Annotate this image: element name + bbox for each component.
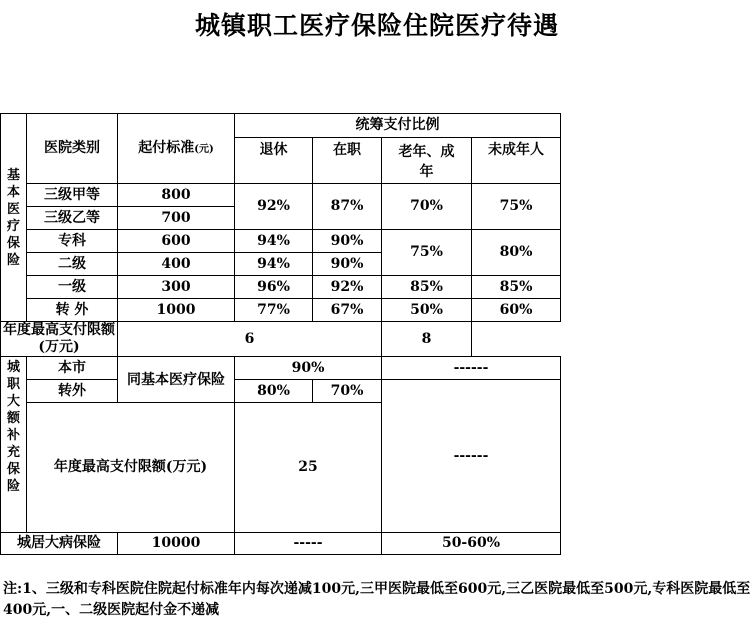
benefits-table bbox=[0, 113, 561, 555]
header-hospital-type: 医院类别 bbox=[27, 114, 118, 184]
hospital-type-cell: 一级 bbox=[27, 276, 118, 299]
threshold-cell: 800 bbox=[118, 184, 235, 207]
page-title: 城镇职工医疗保险住院医疗待遇 bbox=[194, 11, 559, 40]
resident-threshold: 10000 bbox=[118, 533, 235, 555]
basic-limit-label: 年度最高支付限额(万元) bbox=[1, 322, 118, 357]
resident-dash: ----- bbox=[235, 533, 382, 555]
supplement-limit-value: 25 bbox=[235, 403, 382, 533]
threshold-cell: 400 bbox=[118, 253, 235, 276]
supplement-local-dash: ------ bbox=[382, 357, 561, 380]
supplement-limit-label: 年度最高支付限额(万元) bbox=[27, 403, 235, 533]
supplement-local: 本市 bbox=[27, 357, 118, 380]
threshold-cell: 600 bbox=[118, 230, 235, 253]
ratio-cell: 60% bbox=[472, 299, 561, 322]
ratio-cell: 87% bbox=[313, 184, 382, 230]
footnote: 注:1、三级和专科医院住院起付标准年内每次递减100元,三甲医院最低至600元,三乙医院最低至500元,专科医院最低至400元,一、二级医院起付金不递减 bbox=[3, 581, 751, 618]
threshold-cell: 1000 bbox=[118, 299, 235, 322]
ratio-cell: 67% bbox=[313, 299, 382, 322]
ratio-cell: 80% bbox=[472, 230, 561, 276]
hospital-type-cell: 三级乙等 bbox=[27, 207, 118, 230]
ratio-cell: 77% bbox=[235, 299, 313, 322]
threshold-cell: 300 bbox=[118, 276, 235, 299]
ratio-cell: 85% bbox=[382, 276, 472, 299]
basic-limit-adult: 6 bbox=[118, 322, 382, 357]
header-elderly-adult: 老年、成年 bbox=[382, 138, 472, 184]
header-retired: 退休 bbox=[235, 138, 313, 184]
hospital-type-cell: 二级 bbox=[27, 253, 118, 276]
ratio-cell: 94% bbox=[235, 253, 313, 276]
header-ratio-group: 统筹支付比例 bbox=[235, 114, 561, 138]
ratio-cell: 50% bbox=[382, 299, 472, 322]
hospital-type-cell: 转 外 bbox=[27, 299, 118, 322]
resident-ratio: 50-60% bbox=[382, 533, 561, 555]
supplement-minor-dash: ------ bbox=[382, 380, 561, 533]
supplement-local-ratio: 90% bbox=[235, 357, 382, 380]
supplement-transfer-employed: 70% bbox=[313, 380, 382, 403]
ratio-cell: 70% bbox=[382, 184, 472, 230]
ratio-cell: 85% bbox=[472, 276, 561, 299]
supplement-insurance-side-label: 城职大额补充保险 bbox=[1, 357, 27, 533]
threshold-cell: 700 bbox=[118, 207, 235, 230]
ratio-cell: 92% bbox=[313, 276, 382, 299]
basic-insurance-side-label: 基本医疗保险 bbox=[1, 114, 27, 322]
ratio-cell: 75% bbox=[382, 230, 472, 276]
supplement-transfer: 转外 bbox=[27, 380, 118, 403]
supplement-same-as-basic: 同基本医疗保险 bbox=[118, 357, 235, 403]
header-minor: 未成年人 bbox=[472, 138, 561, 184]
ratio-cell: 94% bbox=[235, 230, 313, 253]
header-employed: 在职 bbox=[313, 138, 382, 184]
ratio-cell: 92% bbox=[235, 184, 313, 230]
ratio-cell: 75% bbox=[472, 184, 561, 230]
basic-limit-minor: 8 bbox=[382, 322, 472, 357]
hospital-type-cell: 三级甲等 bbox=[27, 184, 118, 207]
ratio-cell: 90% bbox=[313, 253, 382, 276]
hospital-type-cell: 专科 bbox=[27, 230, 118, 253]
supplement-transfer-retired: 80% bbox=[235, 380, 313, 403]
ratio-cell: 90% bbox=[313, 230, 382, 253]
header-threshold: 起付标准(元) bbox=[118, 114, 235, 184]
ratio-cell: 96% bbox=[235, 276, 313, 299]
resident-insurance-label: 城居大病保险 bbox=[1, 533, 118, 555]
